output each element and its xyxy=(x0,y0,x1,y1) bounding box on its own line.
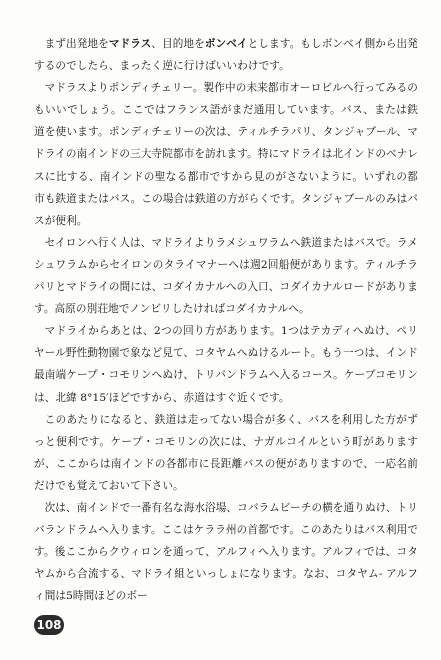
emphasized-text: ボンベイ xyxy=(204,38,248,50)
paragraph xyxy=(34,497,418,607)
paragraph-text: 、目的地を xyxy=(151,38,205,50)
paragraph-text: とします。もしボンベイ側から出発するのでしたら、まったく逆に行けばいいわけです。 xyxy=(34,38,419,73)
body-text xyxy=(34,33,418,607)
emphasized-text: マドラス xyxy=(108,38,152,50)
paragraph-text: 次は、南インドで一番有名な海水浴場、コバラムビーチの横を通りぬけ、トリバランドラムへ入ります。ここはケララ州の首都です。このあたりはバス利用です。後ここからクウィロンを通って、アルフィへ入ります。アルフィでは、コタヤムから合流する、マドライ組といっしょになります。なお、コタヤム- アルフィ間は5時間ほどのボー xyxy=(34,501,418,603)
paragraph xyxy=(34,33,418,77)
paragraph-text: マドラスよりポンディチェリー。製作中の未来都市オーロビルへ行ってみるのもいいでしょう。ここではフランス語がまだ通用しています。バス、または鉄道を使います。ポンディチェリーの次は、ティルチラパリ、タンジャブール、マドライの南インドの三大寺院都市を訪れます。特にマドライは北インドのベナレスに比する、南インドの聖なる都市ですから見のがさないように。いずれの都市も鉄道またはバス。この場合は鉄道の方がらくです。タンジャブールのみはバスが便利。 xyxy=(34,82,418,227)
paragraph xyxy=(34,77,418,232)
paragraph-text: このあたりになると、鉄道は走ってない場合が多く、バスを利用した方がずっと便利です。ケープ・コモリンの次には、ナガルコイルという町がありますが、ここからは南インドの各都市に長距離バスの便がありますので、一応名前だけでも覚えておいて下さい。 xyxy=(34,413,418,492)
paragraph xyxy=(34,232,418,320)
page-number-badge: 108 xyxy=(34,615,64,635)
paragraph-text: マドライからあとは、2つの回り方があります。1つはテカディへぬけ、ペリヤール野性動物園で象など見て、コタヤムへぬけるルート。もう一つは、インド最南端ケープ・コモリンへぬけ、トリバンドラムへ入るコース。ケープコモリンは、北緯 8°15′ほどですから、赤道はすぐ近くです。 xyxy=(34,325,418,404)
paragraph-text: セイロンへ行く人は、マドライよりラメシュワラムへ鉄道またはバスで。ラメシュワラムからセイロンのタライマナーへは週2回船便があります。ティルチラパリとマドライの間には、コダイカナルへの入口、コダイカナルロードがあります。高原の別荘地でノンビリしたければコダイカナルへ。 xyxy=(34,236,418,316)
paragraph-text: まず出発地を xyxy=(44,38,109,50)
paragraph xyxy=(34,320,418,408)
paragraph xyxy=(34,409,418,497)
